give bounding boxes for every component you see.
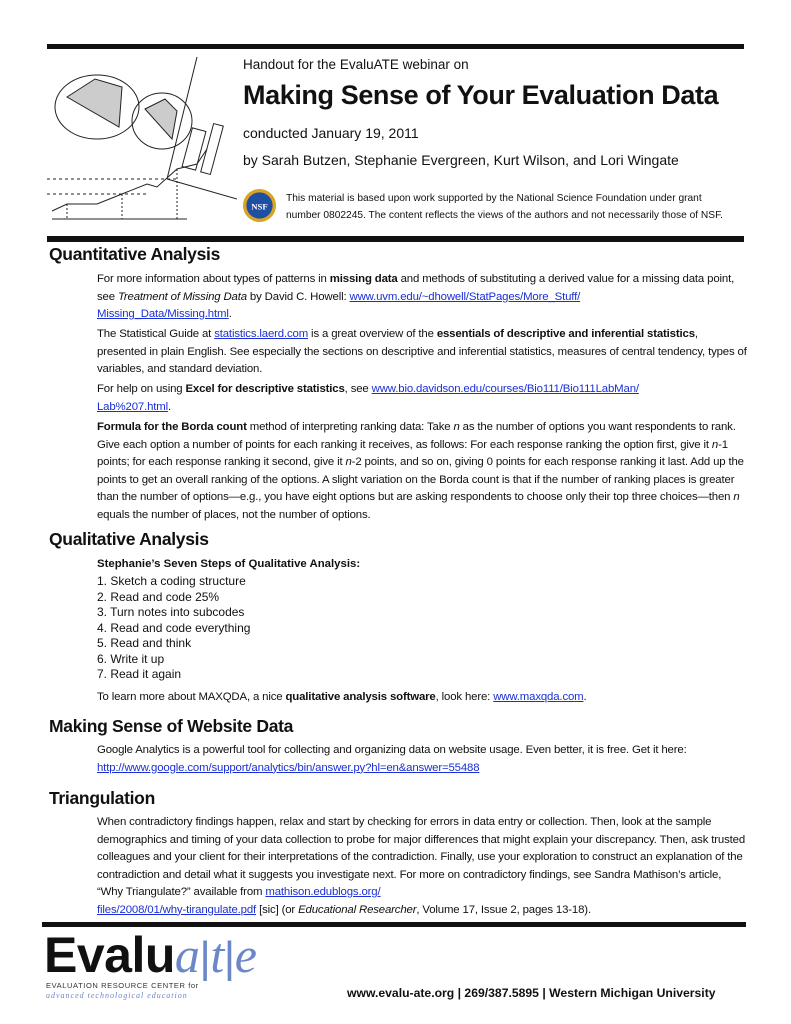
paragraph-missing-data: For more information about types of patterns in missing data and methods of substituting a derived value for a missing data point, see Treatment of Missing Data by David C. Howell: www.uvm.edu/~dhowell/StatPages/More_Stuff/ Missing_Data/Missing.html. [97, 273, 735, 320]
paragraph-excel-help: For help on using Excel for descriptive statistics, see www.bio.davidson.edu/courses/Bio111/Bio111LabMan/ Lab%207.html. [97, 383, 639, 413]
seven-steps-list [97, 574, 250, 683]
document-title: Making Sense of Your Evaluation Data [243, 80, 719, 110]
handout-subtitle: Handout for the EvaluATE webinar on [243, 57, 469, 72]
nsf-logo-icon [242, 188, 277, 223]
link-statistics-laerd[interactable]: statistics.laerd.com [214, 328, 309, 340]
link-davidson-excel[interactable]: www.bio.davidson.edu/courses/Bio111/Bio111LabMan/ [371, 383, 639, 395]
section-heading-website-data: Making Sense of Website Data [49, 716, 294, 736]
link-google-analytics[interactable]: http://www.google.com/support/analytics/bin/answer.py?hl=en&answer=55488 [97, 761, 480, 774]
nsf-note-line-2: number 0802245. The content reflects the views of the authors and not necessarily those of NSF. [286, 210, 723, 221]
hand-drawn-charts-illustration [47, 49, 237, 236]
logo-tagline-2: advanced technological education [46, 991, 188, 1000]
logo-tagline-1: EVALUATION RESOURCE CENTER for [46, 981, 199, 990]
list-item: 7. Read it again [97, 667, 182, 681]
section-heading-qualitative: Qualitative Analysis [49, 529, 209, 549]
link-missing-data-cont[interactable]: Missing_Data/Missing.html [97, 308, 229, 320]
link-mathison-cont[interactable]: files/2008/01/why-tirangulate.pdf [97, 903, 257, 916]
list-item: 1. Sketch a coding structure [97, 574, 246, 588]
nsf-note-line-1: This material is based upon work supported by the National Science Foundation under grant [286, 193, 702, 204]
paragraph-google-analytics: Google Analytics is a powerful tool for collecting and organizing data on website usage. Even better, it is free. Get it here: http://www.google.com/support/analytics/bin/answer.py?hl=en&answer=55488 [97, 744, 687, 774]
list-item: 4. Read and code everything [97, 620, 251, 635]
authors-line: by Sarah Butzen, Stephanie Evergreen, Kurt Wilson, and Lori Wingate [243, 152, 679, 168]
logo-wordmark: Evalua|t|e [44, 927, 257, 983]
link-davidson-excel-cont[interactable]: Lab%207.html [97, 400, 169, 413]
link-missing-data[interactable]: www.uvm.edu/~dhowell/StatPages/More_Stuff/ [349, 290, 581, 303]
paragraph-maxqda: To learn more about MAXQDA, a nice qualitative analysis software, look here: www.maxqda.com. [97, 691, 587, 703]
footer-contact-info: www.evalu-ate.org | 269/387.5895 | Western Michigan University [347, 986, 716, 1000]
list-item: 3. Turn notes into subcodes [97, 605, 245, 619]
webinar-date: conducted January 19, 2011 [243, 125, 419, 141]
header-bottom-rule [47, 236, 744, 242]
seven-steps-title: Stephanie’s Seven Steps of Qualitative Analysis: [97, 558, 361, 570]
paragraph-borda-count: Formula for the Borda count method of interpreting ranking data: Take n as the number of options you want respondents to rank. Give each option a number of points for each ranking it receives, as follows: For each response ranking the option first, give it n-1 points; for each response ranking it second, give it n-2 points, and so on, giving 0 points for each response ranking it last. Add up the points to get an overall ranking of the options. A slight variation on the Borda count is that if the number of ranking places is greater than the number of options—e.g., you have eight options but are asking respondents to choose only their top three choices—then n equals the number of places, not the number of options. [97, 421, 744, 521]
paragraph-statistical-guide: The Statistical Guide at statistics.laerd.com is a great overview of the essentials of descriptive and inferential statistics, presented in plain English. See especially the sections on descriptive and inferential statistics, measures of central tendency, types of variables, and standard deviation. [97, 328, 747, 375]
nsf-funding-note [286, 190, 746, 224]
evaluate-logo [44, 927, 334, 1005]
list-item: 6. Write it up [97, 651, 165, 666]
paragraph-triangulation: When contradictory findings happen, relax and start by checking for errors in data entry or collection. Then, look at the sample demographics and timing of your data collection to probe for major differences that might explain your discrepancy. Then, ask trusted colleagues and your client for their interpretations of the contradiction. Finally, use your exploration to construct an explanation of the contradiction and detail what it suggests you investigate next. For more on contradictory findings, see Sandra Mathison’s article, “Why Triangulate?” available from mathison.edublogs.org/ files/2008/01/why-tirangulate.pdf [sic] (or Educational Researcher, Volume 17, Issue 2, pages 13-18). [97, 816, 746, 916]
link-maxqda[interactable]: www.maxqda.com [493, 691, 584, 703]
section-heading-quantitative: Quantitative Analysis [49, 244, 221, 264]
list-item: 5. Read and think [97, 636, 192, 650]
section-heading-triangulation: Triangulation [49, 788, 155, 808]
svg-text:NSF: NSF [251, 201, 268, 212]
link-mathison[interactable]: mathison.edublogs.org/ [265, 886, 381, 898]
list-item: 2. Read and code 25% [97, 589, 220, 604]
